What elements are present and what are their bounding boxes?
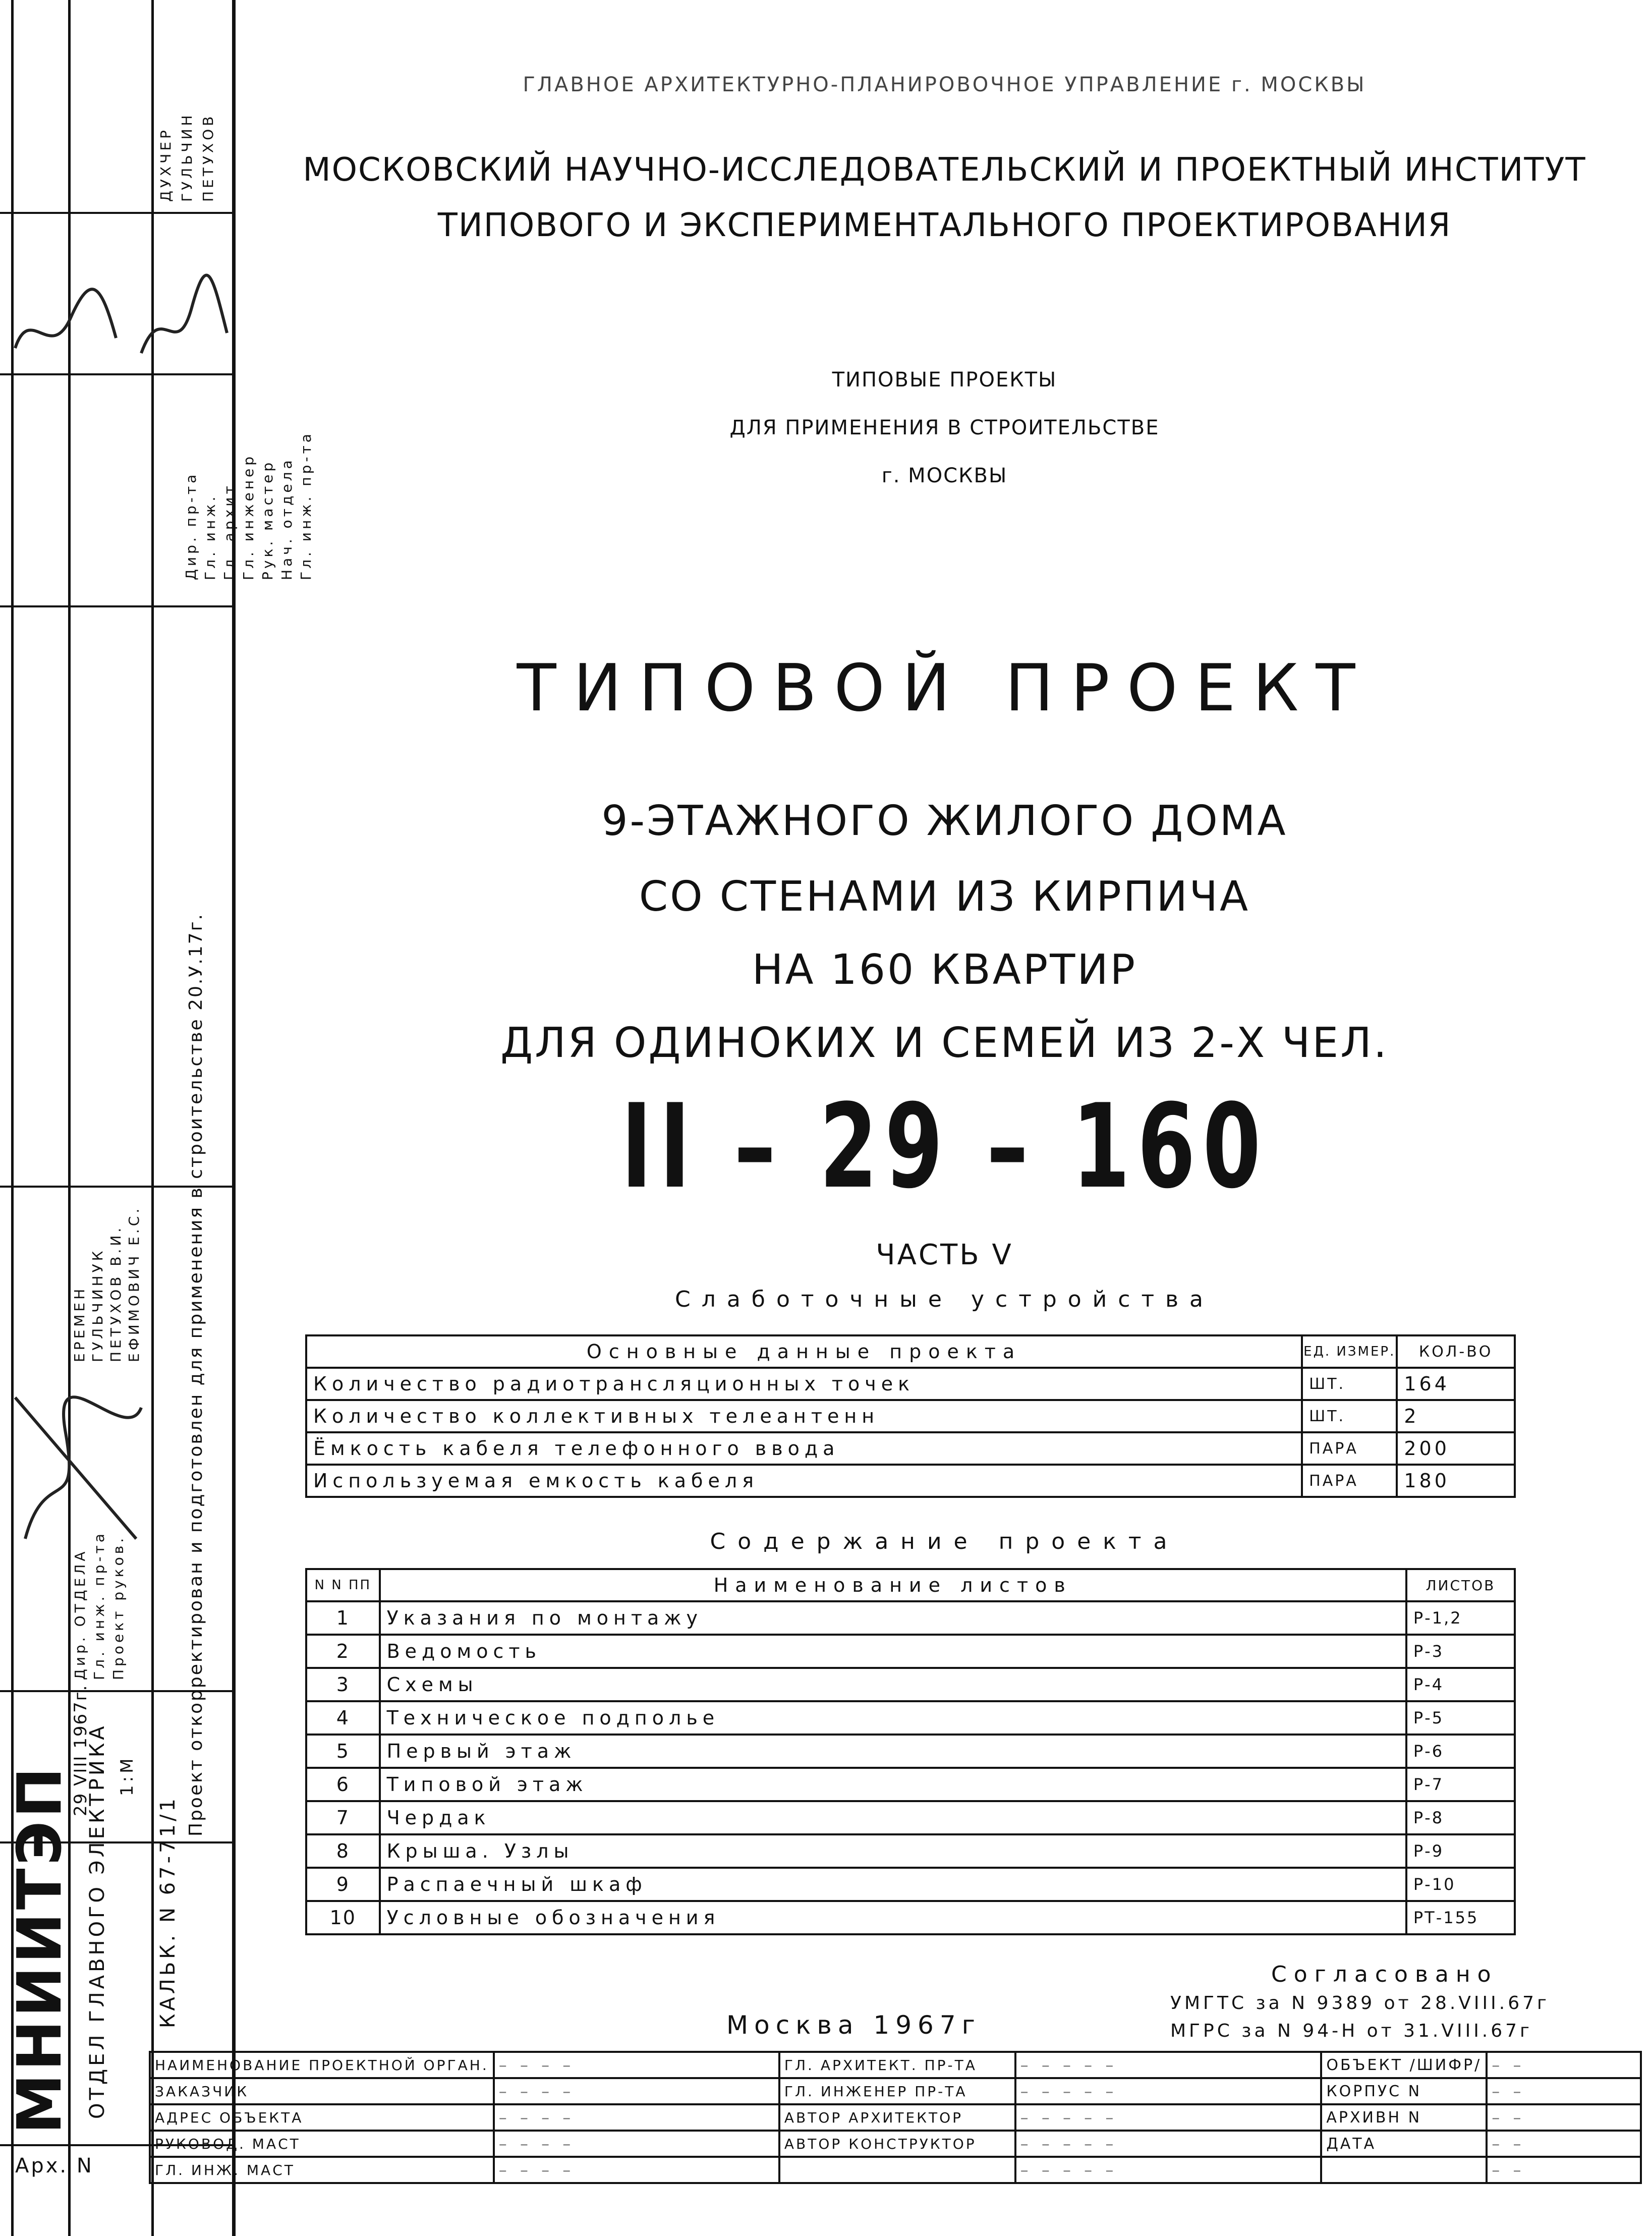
title-block-blank — [494, 2078, 779, 2104]
title-line-1: 9-ЭТАЖНОГО ЖИЛОГО ДОМА — [601, 797, 1288, 845]
row-name: Первый этаж — [380, 1735, 1406, 1768]
blank-line: – – – – — [498, 2134, 575, 2153]
blank-line: – – — [1492, 2160, 1525, 2179]
blank-line: – – – – – — [1020, 2134, 1118, 2153]
stamp-role: Нач. отдела — [278, 457, 295, 580]
stamp-name: ЕРЕМЕН — [71, 1285, 88, 1362]
title-block-label — [779, 2157, 1015, 2183]
title-block-label: КОРПУС N — [1321, 2078, 1487, 2104]
row-name: Указания по монтажу — [380, 1601, 1406, 1635]
title-block-blank — [1015, 2104, 1322, 2131]
stamp-project-note: Проект откорректирован и подготовлен для применения в строительстве 20.У.17г. — [186, 913, 206, 1836]
row-name: Ёмкость кабеля телефонного ввода — [306, 1432, 1302, 1465]
table-row — [306, 1801, 1515, 1834]
title-block-blank — [1487, 2104, 1641, 2131]
row-qty: 180 — [1397, 1465, 1515, 1497]
stamp-role: Гл. архит. — [221, 475, 238, 580]
title-block-label: ОБЪЕКТ /ШИФР/ — [1321, 2052, 1487, 2078]
row-sheet: Р-4 — [1406, 1668, 1515, 1701]
header-cell: КОЛ-ВО — [1397, 1335, 1515, 1368]
row-number: 9 — [306, 1868, 380, 1901]
title-block-label: ГЛ. ИНЖЕНЕР ПР-ТА — [779, 2078, 1015, 2104]
title-block-row — [150, 2104, 1641, 2131]
title-block-label: АВТОР АРХИТЕКТОР — [779, 2104, 1015, 2131]
title-block-label: РУКОВОД. МАСТ — [150, 2131, 494, 2157]
title-block-blank — [494, 2131, 779, 2157]
title-block-blank — [1487, 2052, 1641, 2078]
row-sheet: РТ-155 — [1406, 1901, 1515, 1934]
row-unit: ШТ. — [1302, 1400, 1397, 1432]
row-name: Чердак — [380, 1801, 1406, 1834]
stamp-role: Дир. ОТДЕЛА — [72, 1548, 88, 1680]
approval-line-1: УМГТС за N 9389 от 28.VIII.67г — [1170, 1993, 1550, 2014]
signature-scribbles — [10, 222, 232, 373]
title-block-label: ГЛ. ИНЖ. МАСТ — [150, 2157, 494, 2183]
title-block-blank — [1487, 2131, 1641, 2157]
subsystem-title: Слаботочные устройства — [675, 1287, 1214, 1312]
title-line-3: НА 160 КВАРТИР — [752, 946, 1137, 994]
stamp-name: ГУЛЬЧИНУК — [89, 1248, 106, 1362]
header-cell: Наименование листов — [380, 1569, 1406, 1601]
table-row — [306, 1735, 1515, 1768]
title-line-4: ДЛЯ ОДИНОКИХ И СЕМЕЙ ИЗ 2-Х ЧЕЛ. — [500, 1019, 1389, 1067]
blank-line: – – — [1492, 2082, 1525, 2101]
title-block-row — [150, 2078, 1641, 2104]
table-row — [306, 1432, 1515, 1465]
header-cell: N N ПП — [306, 1569, 380, 1601]
stamp-divider — [0, 605, 235, 607]
row-sheet: Р-10 — [1406, 1868, 1515, 1901]
stamp-name: ЕФИМОВИЧ Е.С. — [126, 1205, 142, 1362]
row-number: 5 — [306, 1735, 380, 1768]
row-name: Крыша. Узлы — [380, 1834, 1406, 1868]
row-number: 1 — [306, 1601, 380, 1635]
row-number: 10 — [306, 1901, 380, 1934]
approval-line-2: МГРС за N 94-Н от 31.VIII.67г — [1170, 2021, 1532, 2041]
blank-line: – – – – — [498, 2082, 575, 2101]
signature-scribbles — [5, 1387, 151, 1549]
series-line: ТИПОВЫЕ ПРОЕКТЫ — [832, 368, 1057, 392]
row-sheet: Р-7 — [1406, 1768, 1515, 1801]
stamp-role: Проект руков. — [110, 1535, 127, 1680]
main-data-table — [305, 1334, 1516, 1498]
stamp-role: Гл. инж. пр-та — [91, 1531, 107, 1680]
stamp-date: 29 VIII 1967г. — [71, 1684, 91, 1816]
title-block-label: НАИМЕНОВАНИЕ ПРОЕКТНОЙ ОРГАН. — [150, 2052, 494, 2078]
blank-line: – – – – – — [1020, 2160, 1118, 2179]
approval-word: Согласовано — [1271, 1962, 1498, 1987]
table-row — [306, 1465, 1515, 1497]
row-name: Типовой этаж — [380, 1768, 1406, 1801]
row-qty: 164 — [1397, 1368, 1515, 1400]
agency-line: ГЛАВНОЕ АРХИТЕКТУРНО-ПЛАНИРОВОЧНОЕ УПРАВЛЕНИЕ г. МОСКВЫ — [523, 73, 1366, 96]
title-block-blank — [1487, 2078, 1641, 2104]
row-name: Используемая емкость кабеля — [306, 1465, 1302, 1497]
project-code: II – 29 – 160 — [621, 1080, 1268, 1214]
stamp-name: ПЕТУХОВ В.И. — [107, 1224, 124, 1362]
document-title: ТИПОВОЙ ПРОЕКТ — [517, 651, 1373, 726]
title-block-label: АДРЕС ОБЪЕКТА — [150, 2104, 494, 2131]
row-unit: ПАРА — [1302, 1465, 1397, 1497]
stamp-name: ГУЛЬЧИН — [179, 112, 195, 202]
blank-line: – – – – – — [1020, 2108, 1118, 2127]
row-sheet: Р-5 — [1406, 1701, 1515, 1735]
title-block-blank — [1015, 2157, 1322, 2183]
blank-line: – – — [1492, 2134, 1525, 2153]
row-number: 2 — [306, 1635, 380, 1668]
stamp-name: ПЕТУХОВ — [200, 113, 216, 202]
stamp-role: Гл. инж. — [202, 493, 218, 580]
title-block-blank — [494, 2052, 779, 2078]
title-block-blank — [494, 2157, 779, 2183]
blank-line: – – – – — [498, 2160, 575, 2179]
title-block-label: АРХИВН N — [1321, 2104, 1487, 2131]
title-block-label: АВТОР КОНСТРУКТОР — [779, 2131, 1015, 2157]
row-number: 8 — [306, 1834, 380, 1868]
title-block-blank — [1487, 2157, 1641, 2183]
title-block-row — [150, 2052, 1641, 2078]
stamp-role: Рук. мастер — [259, 459, 276, 580]
title-block-blank — [1015, 2078, 1322, 2104]
row-sheet: Р-9 — [1406, 1834, 1515, 1868]
title-line-2: СО СТЕНАМИ ИЗ КИРПИЧА — [639, 873, 1250, 921]
row-sheet: Р-3 — [1406, 1635, 1515, 1668]
blank-line: – – — [1492, 2108, 1525, 2127]
title-block-label: ДАТА — [1321, 2131, 1487, 2157]
row-name: Количество коллективных телеантенн — [306, 1400, 1302, 1432]
institute-line-2: ТИПОВОГО И ЭКСПЕРИМЕНТАЛЬНОГО ПРОЕКТИРОВАНИЯ — [437, 207, 1452, 244]
title-block-blank — [1015, 2131, 1322, 2157]
title-block-label: ЗАКАЗЧИК — [150, 2078, 494, 2104]
row-number: 4 — [306, 1701, 380, 1735]
side-stamp — [0, 0, 314, 2236]
table-header-row — [306, 1569, 1515, 1601]
header-cell: ЛИСТОВ — [1406, 1569, 1515, 1601]
row-unit: ШТ. — [1302, 1368, 1397, 1400]
stamp-name: ДУХЧЕР — [157, 127, 174, 202]
row-sheet: Р-8 — [1406, 1801, 1515, 1834]
table-row — [306, 1635, 1515, 1668]
row-number: 3 — [306, 1668, 380, 1701]
stamp-role: Дир. пр-та — [183, 471, 199, 580]
title-block-row — [150, 2157, 1641, 2183]
header-cell: ЕД. ИЗМЕР. — [1302, 1335, 1397, 1368]
blank-line: – – – – – — [1020, 2082, 1118, 2101]
row-unit: ПАРА — [1302, 1432, 1397, 1465]
institute-line: МОСКОВСКИЙ НАУЧНО-ИССЛЕДОВАТЕЛЬСКИЙ И ПРОЕКТНЫЙ ИНСТИТУТ — [303, 151, 1586, 189]
stamp-role: Гл. инж. пр-та — [298, 431, 314, 580]
city-year: Москва 1967г — [726, 2010, 981, 2040]
stamp-archive-label: Арх. N — [15, 2154, 94, 2177]
stamp-role: Гл. инженер — [240, 453, 257, 580]
blank-line: – – – – – — [1020, 2055, 1118, 2075]
stamp-org: МНИИТЭП — [5, 1764, 75, 2134]
row-name: Распаечный шкаф — [380, 1868, 1406, 1901]
row-number: 6 — [306, 1768, 380, 1801]
stamp-scale: 1:М — [117, 1755, 137, 1796]
row-number: 7 — [306, 1801, 380, 1834]
row-qty: 200 — [1397, 1432, 1515, 1465]
stamp-names-top — [155, 20, 219, 202]
part-number: ЧАСТЬ V — [876, 1239, 1013, 1271]
row-sheet: Р-1,2 — [1406, 1601, 1515, 1635]
stamp-kalk: КАЛЬК. N 67-71/1 — [156, 1796, 180, 2028]
header-cell: Основные данные проекта — [306, 1335, 1302, 1368]
title-block-blank — [494, 2104, 779, 2131]
row-sheet: Р-6 — [1406, 1735, 1515, 1768]
contents-table — [305, 1568, 1516, 1935]
series-line-2: ДЛЯ ПРИМЕНЕНИЯ В СТРОИТЕЛЬСТВЕ — [729, 416, 1160, 439]
series-city: г. МОСКВЫ — [881, 464, 1008, 487]
stamp-names-mid — [71, 1160, 143, 1362]
title-block — [149, 2051, 1642, 2184]
title-block-row — [150, 2131, 1641, 2157]
row-qty: 2 — [1397, 1400, 1515, 1432]
stamp-department: ОТДЕЛ ГЛАВНОГО ЭЛЕКТРИКА — [86, 1723, 109, 2119]
stamp-divider — [0, 212, 235, 214]
table-row — [306, 1601, 1515, 1635]
table-row — [306, 1368, 1515, 1400]
title-block-blank — [1015, 2052, 1322, 2078]
row-name: Ведомость — [380, 1635, 1406, 1668]
table-row — [306, 1834, 1515, 1868]
contents-caption: Содержание проекта — [710, 1529, 1179, 1554]
row-name: Количество радиотрансляционных точек — [306, 1368, 1302, 1400]
row-name: Схемы — [380, 1668, 1406, 1701]
title-block-label: ГЛ. АРХИТЕКТ. ПР-ТА — [779, 2052, 1015, 2078]
row-name: Техническое подполье — [380, 1701, 1406, 1735]
table-row — [306, 1400, 1515, 1432]
table-row — [306, 1868, 1515, 1901]
blank-line: – – – – — [498, 2108, 575, 2127]
blank-line: – – – – — [498, 2055, 575, 2075]
row-name: Условные обозначения — [380, 1901, 1406, 1934]
table-row — [306, 1668, 1515, 1701]
table-row — [306, 1768, 1515, 1801]
table-row — [306, 1901, 1515, 1934]
blank-line: – – — [1492, 2055, 1525, 2075]
table-row — [306, 1701, 1515, 1735]
table-header-row — [306, 1335, 1515, 1368]
title-block-label — [1321, 2157, 1487, 2183]
